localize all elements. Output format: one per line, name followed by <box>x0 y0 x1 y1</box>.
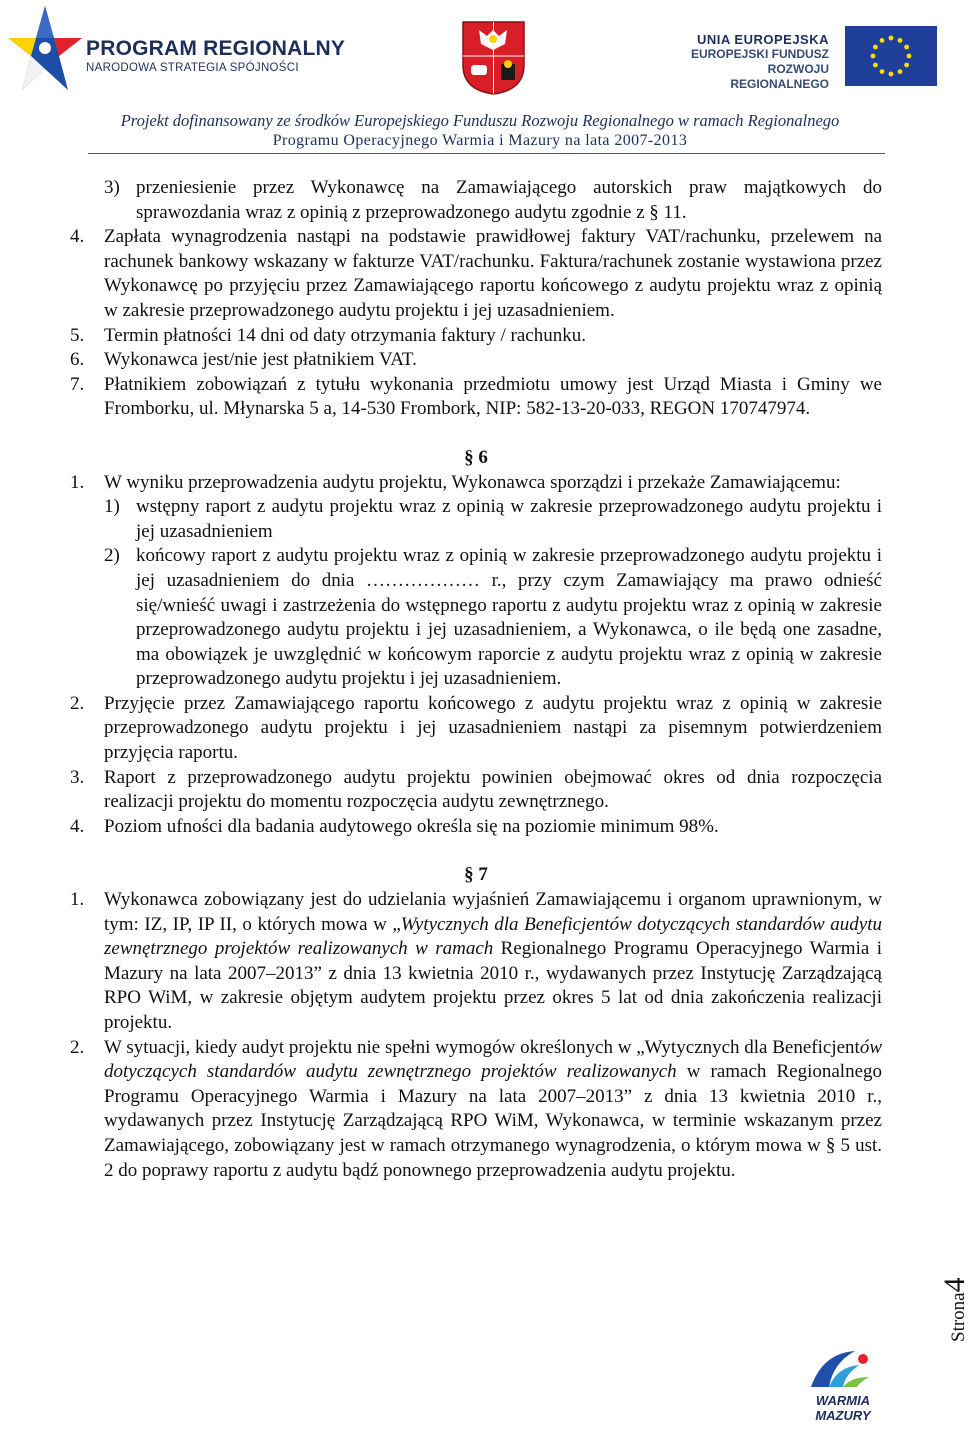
funding-statement: Projekt dofinansowany ze środków Europejskiego Funduszu Rozwoju Regionalnego w ramach Regionalnego <box>120 111 840 130</box>
region-logo-line1: WARMIA <box>815 1393 871 1408</box>
paragraph-5: 5. Termin płatności 14 dni od daty otrzymania faktury / rachunku. <box>70 324 586 346</box>
section-6-paragraph-4: 4. Poziom ufności dla badania audytowego określa się na poziomie minimum 98%. <box>70 815 719 837</box>
eu-erdf-logo <box>672 26 937 91</box>
paragraph-6: 6. Wykonawca jest/nie jest płatnikiem VAT. <box>70 349 417 371</box>
paragraph-7: 7. Płatnikiem zobowiązań z tytułu wykonania przedmiotu umowy jest Urząd Miasta i Gminy we Fromborku, ul. Młynarska 5 a, 14-530 Frombork, NIP: 582-13-20-033, REGON 170747974. <box>70 373 882 420</box>
section-7-paragraph-2: 2. W sytuacji, kiedy audyt projektu nie spełni wymogów określonych w „Wytycznych dla Beneficjentów dotyczących standardów audytu zewnętrznego projektów realizowanych w ramach Regionalnego Programu Operacyjnego Warmia i Mazury na lata 2007–2013” z dnia 13 kwietnia 2010 r., wydawanych przez Instytucję Zarządzającą RPO WiM, Wykonawca, w terminie wskazanym przez Zamawiającego, zobowiązany jest w ramach otrzymanego wynagrodzenia, o którym mowa w § 5 ust. 2 do poprawy raportu z audytu bądź ponownego przeprowadzenia audytu projektu. <box>70 1036 883 1181</box>
star-logo-icon <box>6 4 84 94</box>
section-7-paragraph-1: 1. Wykonawca zobowiązany jest do udzielania wyjaśnień Zamawiającemu i organom uprawnionym, w tym: IZ, IP, IP II, o których mowa w „Wytycznych dla Beneficjentów dotyczących standardów audytu zewnętrznego projektów realizowanych w ramach Regionalnego Programu Operacyjnego Warmia i Mazury na lata 2007–2013” z dnia 13 kwietnia 2010 r., wydawanych przez Instytucję Zarządzającą RPO WiM, w zakresie objętym audytem projektu przez okres 5 lat od dnia zakończenia realizacji projektu. <box>70 889 882 1033</box>
document-body <box>70 176 882 1183</box>
page-number-label <box>918 1262 978 1342</box>
region-logo-line2: MAZURY <box>815 1408 871 1423</box>
paragraph-4: 4. Zapłata wynagrodzenia nastąpi na podstawie prawidłowej faktury VAT/rachunku, przelewem na rachunek bankowy wskazany w fakturze VAT/rachunku. Faktura/rachunek zostanie wystawiona przez Wykonawcę po przyjęciu przez Zamawiającego raportu końcowego z audytu projektu wraz z opinią w zakresie przeprowadzonego audytu projektu i jej uzasadnieniem. <box>70 226 882 321</box>
section-6-paragraph-1: 1. W wyniku przeprowadzenia audytu projektu, Wykonawca sporządzi i przekaże Zamawiającemu: <box>70 471 841 493</box>
program-subtitle: NARODOWA STRATEGIA SPÓJNOŚCI <box>86 62 299 74</box>
program-regionalny-logo <box>6 4 351 94</box>
eu-title: UNIA EUROPEJSKA <box>697 32 829 47</box>
section-7-heading: § 7 <box>464 864 488 886</box>
eu-fund-line1: EUROPEJSKI FUNDUSZ <box>690 47 829 61</box>
list-item: 3) przeniesienie przez Wykonawcę na Zamawiającego autorskich praw majątkowych do sprawozdania wraz z opinią z przeprowadzonego audytu zgodnie z § 11. <box>104 177 882 223</box>
list-item: 1) wstępny raport z audytu projektu wraz z opinią w zakresie przeprowadzonego audytu projektu i jej uzasadnieniem <box>104 496 882 542</box>
section-6-paragraph-3: 3. Raport z przeprowadzonego audytu projektu powinien obejmować okres od dnia rozpoczęcia realizacji projektu do momentu rozpoczęcia audytu zewnętrznego. <box>70 766 882 813</box>
page-number: 4 <box>938 1277 971 1293</box>
page-label-text: Strona <box>948 1292 969 1342</box>
eu-flag-icon <box>845 26 937 86</box>
funding-statement-line2: Programu Operacyjnego Warmia i Mazury na lata 2007-2013 <box>272 132 688 149</box>
section-6-heading: § 6 <box>464 446 488 468</box>
program-title: PROGRAM REGIONALNY <box>86 37 346 60</box>
warmia-mazury-region-logo <box>803 1345 883 1425</box>
page-header <box>0 0 960 160</box>
section-6-paragraph-2: 2. Przyjęcie przez Zamawiającego raportu końcowego z audytu projektu wraz z opinią w zakresie przeprowadzonego audytu projektu i jej uzasadnieniem nastąpi za pisemnym potwierdzeniem przyjęcia raportu. <box>70 692 882 764</box>
header-divider <box>88 153 885 154</box>
warmia-mazury-crest-icon <box>461 20 526 95</box>
list-item: 2) końcowy raport z audytu projektu wraz z opinią w zakresie przeprowadzonego audytu projektu i jej uzasadnieniem do dnia ……………… r., przy czym Zamawiający ma prawo odnieść się/wnieść uwagi i zastrzeżenia do wstępnego raportu z audytu projektu wraz z opinią w zakresie przeprowadzonego audytu projektu i jej uzasadnieniem, a Wykonawca, o ile będą one zasadne, ma obowiązek je uwzględnić w końcowym raporcie z audytu projektu wraz z opinią w zakresie przeprowadzonego audytu projektu i jej uzasadnieniem. <box>104 545 882 690</box>
eu-fund-line2: ROZWOJU REGIONALNEGO <box>730 62 829 91</box>
